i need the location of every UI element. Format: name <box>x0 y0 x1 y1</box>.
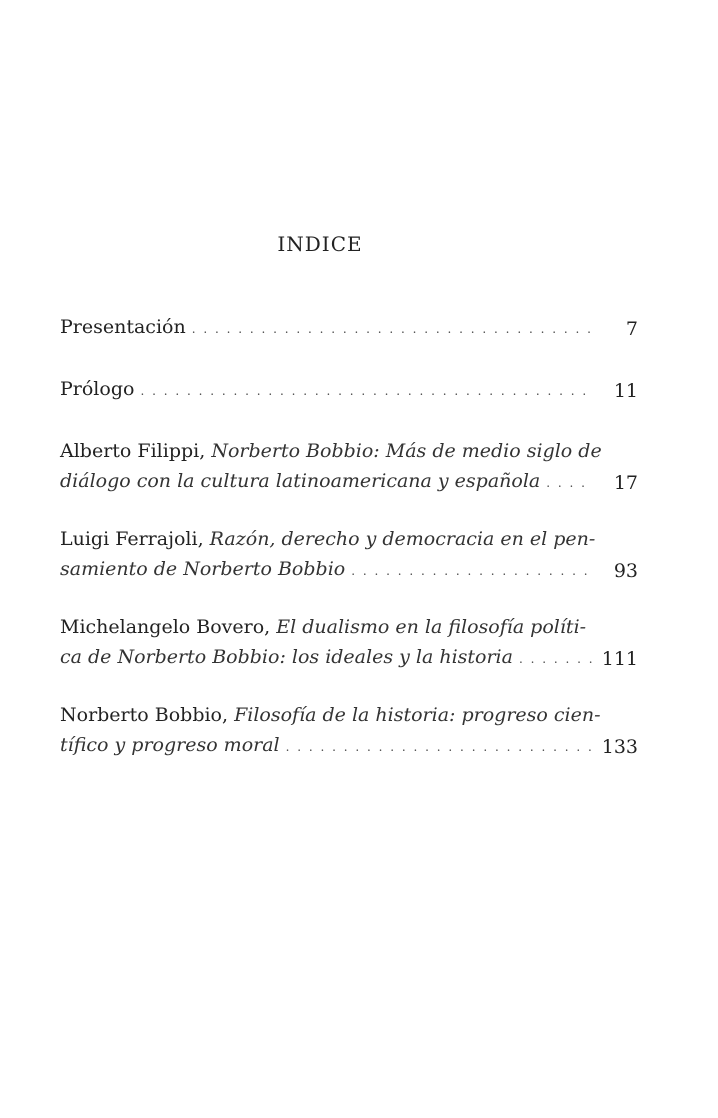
toc-entry-title: El dualismo en la filosofía políti- <box>276 616 587 638</box>
toc-entry-filippi[interactable] <box>60 436 638 498</box>
page-number: 133 <box>601 736 638 758</box>
toc-entry-title: Razón, derecho y democracia en el pen- <box>209 528 596 550</box>
toc-entry-bovero[interactable] <box>60 612 638 674</box>
toc-entry-title-cont: diálogo con la cultura latinoamericana y española <box>60 470 541 492</box>
toc-entry-author: Norberto Bobbio, <box>60 704 229 726</box>
page-title: INDICE <box>277 232 363 256</box>
page-number: 93 <box>613 560 638 582</box>
dot-leader <box>286 732 592 762</box>
toc-entry-title-cont: ca de Norberto Bobbio: los ideales y la historia <box>60 646 513 668</box>
toc-entry-presentacion[interactable] <box>60 312 638 344</box>
table-of-contents <box>60 312 638 788</box>
toc-entry-author: Luigi Ferrajoli, <box>60 528 204 550</box>
toc-entry-label: Prólogo <box>60 378 135 400</box>
toc-entry-author: Michelangelo Bovero, <box>60 616 271 638</box>
page-number: 17 <box>613 472 638 494</box>
dot-leader <box>351 556 592 586</box>
dot-leader <box>546 468 592 498</box>
page-number: 7 <box>625 318 638 340</box>
toc-entry-title: Norberto Bobbio: Más de medio siglo de <box>211 440 602 462</box>
toc-entry-title-cont: tífico y progreso moral <box>60 734 280 756</box>
toc-entry-title: Filosofía de la historia: progreso cien- <box>234 704 601 726</box>
toc-entry-title-cont: samiento de Norberto Bobbio <box>60 558 346 580</box>
toc-entry-prologo[interactable] <box>60 374 638 406</box>
toc-entry-ferrajoli[interactable] <box>60 524 638 586</box>
toc-entry-author: Alberto Filippi, <box>60 440 206 462</box>
dot-leader <box>192 314 592 344</box>
page-number: 111 <box>601 648 638 670</box>
dot-leader <box>140 376 592 406</box>
dot-leader <box>519 644 592 674</box>
page-number: 11 <box>613 380 638 402</box>
toc-entry-bobbio[interactable] <box>60 700 638 762</box>
toc-entry-label: Presentación <box>60 316 186 338</box>
